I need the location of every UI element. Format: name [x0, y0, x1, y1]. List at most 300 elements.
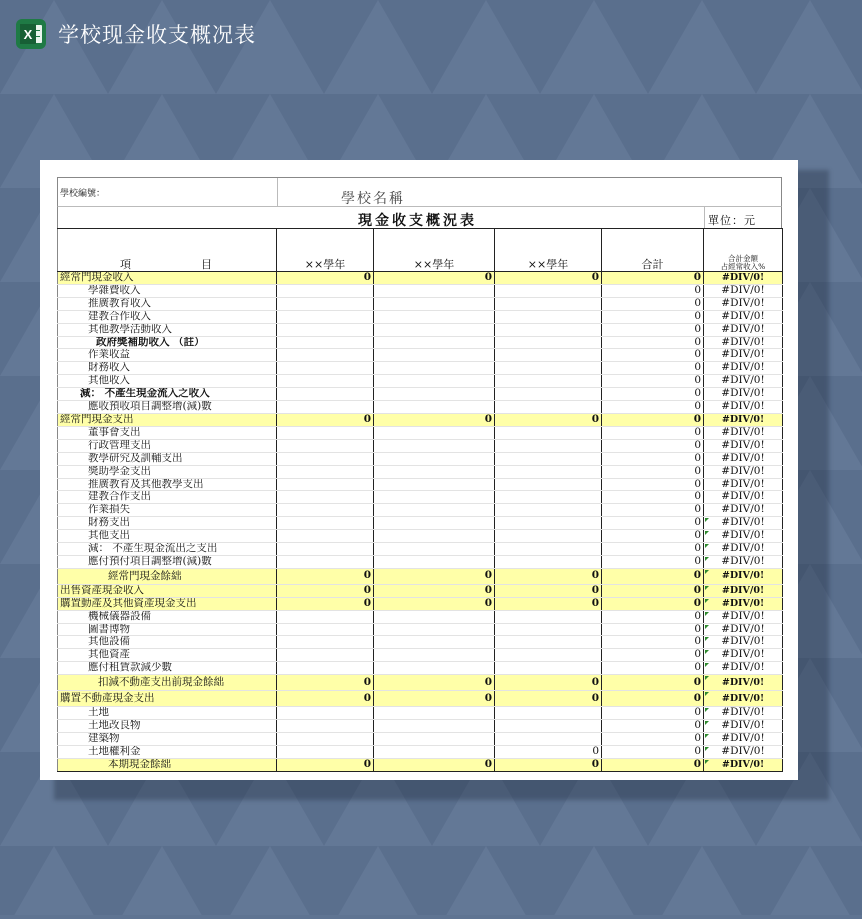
- cell-v1[interactable]: [277, 662, 374, 675]
- col-header-year3: ××學年: [495, 229, 602, 272]
- row-label[interactable]: 其他支出: [58, 530, 277, 543]
- row-label[interactable]: 其他教學活動收入: [58, 323, 277, 336]
- cell-total[interactable]: 0: [602, 568, 704, 584]
- cell-v3[interactable]: [495, 349, 602, 362]
- cell-v2[interactable]: [374, 555, 495, 568]
- row-label[interactable]: 經常門現金餘絀: [58, 568, 277, 584]
- cell-total[interactable]: 0: [602, 543, 704, 556]
- cell-ratio[interactable]: [704, 426, 783, 439]
- row-label[interactable]: 財務支出: [58, 517, 277, 530]
- row-label[interactable]: 出售資產現金收入: [58, 584, 277, 597]
- cell-v3[interactable]: [495, 439, 602, 452]
- row-label[interactable]: 作業收益: [58, 349, 277, 362]
- row-label[interactable]: 其他設備: [58, 636, 277, 649]
- cell-v1[interactable]: 0: [277, 568, 374, 584]
- cell-v1[interactable]: [277, 504, 374, 517]
- cell-ratio[interactable]: [704, 284, 783, 297]
- cell-v3[interactable]: 0: [495, 413, 602, 426]
- spreadsheet-preview: [40, 160, 798, 780]
- cell-v1[interactable]: [277, 733, 374, 746]
- cell-v3[interactable]: [495, 720, 602, 733]
- table-row: [58, 745, 783, 758]
- cell-ratio[interactable]: [704, 636, 783, 649]
- cell-v3[interactable]: 0: [495, 758, 602, 771]
- cell-v2[interactable]: 0: [374, 584, 495, 597]
- cell-total[interactable]: 0: [602, 584, 704, 597]
- cell-v2[interactable]: [374, 478, 495, 491]
- cell-v1[interactable]: [277, 478, 374, 491]
- cell-v2[interactable]: [374, 623, 495, 636]
- ratio-value: #DIV/0!: [721, 490, 765, 503]
- cell-v1[interactable]: [277, 491, 374, 504]
- cell-total[interactable]: 0: [602, 517, 704, 530]
- cell-v1[interactable]: [277, 297, 374, 310]
- ratio-value: #DIV/0!: [721, 439, 765, 451]
- cell-ratio[interactable]: [704, 401, 783, 414]
- cell-v1[interactable]: [277, 284, 374, 297]
- row-label[interactable]: 經常門現金支出: [58, 413, 277, 426]
- cell-total[interactable]: 0: [602, 555, 704, 568]
- cell-v1[interactable]: 0: [277, 758, 374, 771]
- ratio-value: #DIV/0!: [721, 529, 765, 542]
- cell-v1[interactable]: [277, 388, 374, 401]
- cell-total[interactable]: 0: [602, 530, 704, 543]
- table-row: [58, 272, 783, 285]
- page-title: 学校现金收支概况表: [58, 23, 256, 47]
- table-row: [58, 452, 783, 465]
- cell-v2[interactable]: 0: [374, 758, 495, 771]
- cell-v2[interactable]: [374, 707, 495, 720]
- error-indicator-icon: [705, 760, 709, 764]
- cell-v1[interactable]: [277, 649, 374, 662]
- table-row: [58, 413, 783, 426]
- cell-total[interactable]: 0: [602, 504, 704, 517]
- row-label[interactable]: 土地改良物: [58, 720, 277, 733]
- cell-v3[interactable]: [495, 336, 602, 349]
- cell-v3[interactable]: [495, 517, 602, 530]
- ratio-value: #DIV/0!: [721, 374, 765, 387]
- cell-ratio[interactable]: [704, 720, 783, 733]
- cell-v3[interactable]: [495, 388, 602, 401]
- cell-v1[interactable]: [277, 452, 374, 465]
- cell-ratio[interactable]: [704, 375, 783, 388]
- cell-v3[interactable]: [495, 478, 602, 491]
- ratio-value: #DIV/0!: [721, 361, 765, 374]
- cell-v3[interactable]: [495, 555, 602, 568]
- cell-v3[interactable]: 0: [495, 272, 602, 285]
- row-label[interactable]: 機械儀器設備: [58, 610, 277, 623]
- cell-v2[interactable]: [374, 745, 495, 758]
- cell-ratio[interactable]: [704, 707, 783, 720]
- cell-v1[interactable]: [277, 636, 374, 649]
- ratio-value: #DIV/0!: [721, 661, 765, 674]
- ratio-value: #DIV/0!: [721, 732, 765, 744]
- ratio-value: #DIV/0!: [721, 478, 765, 490]
- table-row: [58, 465, 783, 478]
- row-label[interactable]: 土地權利金: [58, 745, 277, 758]
- cell-total[interactable]: 0: [602, 707, 704, 720]
- cell-v3[interactable]: [495, 323, 602, 336]
- cell-v2[interactable]: 0: [374, 691, 495, 707]
- excel-icon: X: [16, 19, 46, 49]
- cell-ratio[interactable]: [704, 662, 783, 675]
- error-indicator-icon: [705, 721, 709, 725]
- table-row: [58, 707, 783, 720]
- cell-v3[interactable]: 0: [495, 597, 602, 610]
- cell-v3[interactable]: [495, 284, 602, 297]
- cell-total[interactable]: 0: [602, 452, 704, 465]
- cell-total[interactable]: 0: [602, 675, 704, 691]
- row-label[interactable]: 圖書博物: [58, 623, 277, 636]
- ratio-value: #DIV/0!: [721, 272, 765, 283]
- cell-v1[interactable]: 0: [277, 597, 374, 610]
- row-label[interactable]: 教學研究及訓輔支出: [58, 452, 277, 465]
- cell-v1[interactable]: [277, 465, 374, 478]
- row-label[interactable]: 建教合作支出: [58, 491, 277, 504]
- cell-v1[interactable]: [277, 426, 374, 439]
- cell-v3[interactable]: 0: [495, 675, 602, 691]
- cell-v1[interactable]: 0: [277, 675, 374, 691]
- cell-v3[interactable]: [495, 610, 602, 623]
- cell-v1[interactable]: [277, 439, 374, 452]
- ratio-value: #DIV/0!: [721, 400, 765, 413]
- school-info-row: [57, 177, 782, 207]
- cell-v3[interactable]: [495, 310, 602, 323]
- row-label[interactable]: 購置不動產現金支出: [58, 691, 277, 707]
- ratio-value: #DIV/0!: [721, 284, 765, 296]
- table-row: [58, 375, 783, 388]
- cell-v3[interactable]: 0: [495, 584, 602, 597]
- cell-total[interactable]: 0: [602, 733, 704, 746]
- row-label[interactable]: 應付預付項目調整增(減)數: [58, 555, 277, 568]
- cell-total[interactable]: 0: [602, 720, 704, 733]
- table-row: [58, 439, 783, 452]
- cell-v2[interactable]: [374, 720, 495, 733]
- cell-ratio[interactable]: [704, 610, 783, 623]
- cell-v2[interactable]: [374, 733, 495, 746]
- cell-v1[interactable]: [277, 401, 374, 414]
- report-title: 現金收支概況表: [358, 213, 477, 229]
- cell-v1[interactable]: [277, 555, 374, 568]
- row-label[interactable]: 行政管理支出: [58, 439, 277, 452]
- cell-v3[interactable]: [495, 733, 602, 746]
- row-label[interactable]: 建築物: [58, 733, 277, 746]
- table-row: [58, 662, 783, 675]
- cell-v2[interactable]: [374, 362, 495, 375]
- cell-total[interactable]: 0: [602, 310, 704, 323]
- cell-total[interactable]: 0: [602, 745, 704, 758]
- cell-v2[interactable]: [374, 452, 495, 465]
- cell-ratio[interactable]: [704, 362, 783, 375]
- cell-ratio[interactable]: [704, 691, 783, 707]
- cell-ratio[interactable]: [704, 733, 783, 746]
- ratio-value: #DIV/0!: [721, 584, 765, 596]
- ratio-value: #DIV/0!: [721, 635, 765, 648]
- ratio-value: #DIV/0!: [721, 706, 765, 719]
- cell-total[interactable]: 0: [602, 636, 704, 649]
- cell-v1[interactable]: [277, 530, 374, 543]
- cell-v2[interactable]: [374, 323, 495, 336]
- ratio-value: #DIV/0!: [721, 758, 765, 770]
- cell-v1[interactable]: [277, 375, 374, 388]
- cell-total[interactable]: 0: [602, 465, 704, 478]
- table-row: [58, 733, 783, 746]
- cell-ratio[interactable]: [704, 504, 783, 517]
- cell-v3[interactable]: [495, 401, 602, 414]
- col-header-item: 項 目: [58, 229, 277, 272]
- cell-v2[interactable]: [374, 517, 495, 530]
- cell-v1[interactable]: [277, 349, 374, 362]
- cell-ratio[interactable]: [704, 568, 783, 584]
- table-row: [58, 297, 783, 310]
- cell-v2[interactable]: 0: [374, 597, 495, 610]
- cell-total[interactable]: 0: [602, 349, 704, 362]
- cell-v1[interactable]: [277, 517, 374, 530]
- cell-ratio[interactable]: [704, 310, 783, 323]
- cell-total[interactable]: 0: [602, 426, 704, 439]
- cell-v2[interactable]: [374, 649, 495, 662]
- cell-total[interactable]: 0: [602, 284, 704, 297]
- col-header-ratio: 合計金額 占經常收入%: [704, 229, 783, 272]
- cell-v3[interactable]: [495, 297, 602, 310]
- cell-v1[interactable]: 0: [277, 691, 374, 707]
- cell-total[interactable]: 0: [602, 375, 704, 388]
- ratio-value: #DIV/0!: [721, 676, 765, 688]
- row-label[interactable]: 其他資產: [58, 649, 277, 662]
- cell-ratio[interactable]: [704, 388, 783, 401]
- row-label[interactable]: 減： 不產生現金流入之收入: [58, 388, 277, 401]
- row-label[interactable]: 減： 不產生現金流出之支出: [58, 543, 277, 556]
- row-label[interactable]: 土地: [58, 707, 277, 720]
- cell-ratio[interactable]: [704, 323, 783, 336]
- cell-v2[interactable]: [374, 426, 495, 439]
- table-row: [58, 543, 783, 556]
- table-row: [58, 623, 783, 636]
- cell-total[interactable]: 0: [602, 623, 704, 636]
- table-row: [58, 401, 783, 414]
- cell-v3[interactable]: [495, 426, 602, 439]
- error-indicator-icon: [705, 518, 709, 522]
- table-row: [58, 675, 783, 691]
- cell-v2[interactable]: [374, 543, 495, 556]
- row-label[interactable]: 建教合作收入: [58, 310, 277, 323]
- cell-total[interactable]: 0: [602, 323, 704, 336]
- cell-v3[interactable]: [495, 623, 602, 636]
- row-label[interactable]: 應付租賃款減少數: [58, 662, 277, 675]
- cell-v3[interactable]: [495, 452, 602, 465]
- cell-v3[interactable]: [495, 375, 602, 388]
- cell-total[interactable]: 0: [602, 662, 704, 675]
- row-label[interactable]: 經常門現金收入: [58, 272, 277, 285]
- cell-v1[interactable]: [277, 362, 374, 375]
- cell-total[interactable]: 0: [602, 649, 704, 662]
- error-indicator-icon: [705, 692, 709, 696]
- cell-ratio[interactable]: [704, 413, 783, 426]
- table-row: [58, 426, 783, 439]
- cell-v2[interactable]: [374, 491, 495, 504]
- cell-total[interactable]: 0: [602, 491, 704, 504]
- cell-v1[interactable]: 0: [277, 584, 374, 597]
- error-indicator-icon: [705, 625, 709, 629]
- cell-ratio[interactable]: [704, 272, 783, 285]
- cell-v1[interactable]: [277, 323, 374, 336]
- cell-total[interactable]: 0: [602, 336, 704, 349]
- row-label[interactable]: 作業損失: [58, 504, 277, 517]
- cell-v2[interactable]: [374, 662, 495, 675]
- cell-ratio[interactable]: [704, 584, 783, 597]
- cell-v3[interactable]: [495, 491, 602, 504]
- cell-v3[interactable]: 0: [495, 568, 602, 584]
- cell-v3[interactable]: 0: [495, 691, 602, 707]
- cell-v1[interactable]: [277, 720, 374, 733]
- error-indicator-icon: [705, 570, 709, 574]
- cell-total[interactable]: 0: [602, 758, 704, 771]
- cell-ratio[interactable]: [704, 555, 783, 568]
- cell-v3[interactable]: [495, 707, 602, 720]
- error-indicator-icon: [705, 734, 709, 738]
- cell-v1[interactable]: [277, 310, 374, 323]
- cell-v3[interactable]: [495, 504, 602, 517]
- cell-ratio[interactable]: [704, 349, 783, 362]
- cell-v3[interactable]: [495, 543, 602, 556]
- ratio-value: #DIV/0!: [721, 692, 765, 704]
- cell-v1[interactable]: 0: [277, 272, 374, 285]
- row-label[interactable]: 財務收入: [58, 362, 277, 375]
- table-row: [58, 491, 783, 504]
- table-row: [58, 478, 783, 491]
- row-label[interactable]: 本期現金餘絀: [58, 758, 277, 771]
- cell-ratio[interactable]: [704, 623, 783, 636]
- cell-v2[interactable]: [374, 439, 495, 452]
- row-label[interactable]: 董事會支出: [58, 426, 277, 439]
- cell-ratio[interactable]: [704, 758, 783, 771]
- cell-v2[interactable]: 0: [374, 568, 495, 584]
- cell-ratio[interactable]: [704, 297, 783, 310]
- cell-v2[interactable]: [374, 610, 495, 623]
- cell-total[interactable]: 0: [602, 597, 704, 610]
- cell-v1[interactable]: [277, 543, 374, 556]
- cell-ratio[interactable]: [704, 597, 783, 610]
- cell-total[interactable]: 0: [602, 439, 704, 452]
- error-indicator-icon: [705, 676, 709, 680]
- app-header: [16, 14, 256, 54]
- cell-v3[interactable]: [495, 530, 602, 543]
- cell-v2[interactable]: 0: [374, 272, 495, 285]
- cell-total[interactable]: 0: [602, 691, 704, 707]
- cell-v1[interactable]: [277, 745, 374, 758]
- row-label[interactable]: 應收預收項目調整增(減)數: [58, 401, 277, 414]
- table-row: [58, 284, 783, 297]
- cell-v2[interactable]: [374, 310, 495, 323]
- cell-v3[interactable]: [495, 636, 602, 649]
- cell-total[interactable]: 0: [602, 297, 704, 310]
- unit-label: 單位：元: [708, 214, 756, 227]
- cell-v3[interactable]: [495, 465, 602, 478]
- cell-v2[interactable]: [374, 284, 495, 297]
- cell-total[interactable]: 0: [602, 478, 704, 491]
- table-row: [58, 568, 783, 584]
- cell-v2[interactable]: [374, 636, 495, 649]
- cell-ratio[interactable]: [704, 745, 783, 758]
- cell-total[interactable]: 0: [602, 610, 704, 623]
- error-indicator-icon: [705, 557, 709, 561]
- cell-v2[interactable]: [374, 504, 495, 517]
- ratio-value: #DIV/0!: [721, 387, 765, 400]
- cell-total[interactable]: 0: [602, 401, 704, 414]
- col-header-total: 合計: [602, 229, 704, 272]
- error-indicator-icon: [705, 544, 709, 548]
- cell-v1[interactable]: [277, 610, 374, 623]
- cell-ratio[interactable]: [704, 491, 783, 504]
- cell-total[interactable]: 0: [602, 362, 704, 375]
- cell-v1[interactable]: 0: [277, 413, 374, 426]
- cell-v2[interactable]: [374, 336, 495, 349]
- row-label[interactable]: 獎助學金支出: [58, 465, 277, 478]
- cell-v1[interactable]: [277, 623, 374, 636]
- cell-v3[interactable]: 0: [495, 745, 602, 758]
- cell-v3[interactable]: [495, 362, 602, 375]
- cell-ratio[interactable]: [704, 649, 783, 662]
- error-indicator-icon: [705, 599, 709, 603]
- cell-v3[interactable]: [495, 649, 602, 662]
- cell-v2[interactable]: [374, 375, 495, 388]
- cell-v2[interactable]: [374, 349, 495, 362]
- cell-ratio[interactable]: [704, 439, 783, 452]
- ratio-value: #DIV/0!: [721, 503, 765, 516]
- ratio-value: #DIV/0!: [721, 516, 765, 529]
- cell-ratio[interactable]: [704, 478, 783, 491]
- table-row: [58, 504, 783, 517]
- cell-total[interactable]: 0: [602, 388, 704, 401]
- cell-ratio[interactable]: [704, 517, 783, 530]
- cell-ratio[interactable]: [704, 543, 783, 556]
- sheet-area: [57, 177, 782, 772]
- cell-v2[interactable]: 0: [374, 413, 495, 426]
- row-label[interactable]: 扣減不動產支出前現金餘絀: [58, 675, 277, 691]
- ratio-value: #DIV/0!: [721, 297, 765, 309]
- cell-ratio[interactable]: [704, 336, 783, 349]
- cell-v2[interactable]: [374, 297, 495, 310]
- cell-v3[interactable]: [495, 662, 602, 675]
- cell-v2[interactable]: [374, 465, 495, 478]
- ratio-value: #DIV/0!: [721, 610, 765, 622]
- cell-v2[interactable]: 0: [374, 675, 495, 691]
- row-label[interactable]: 學雜費收入: [58, 284, 277, 297]
- table-row: [58, 362, 783, 375]
- table-row: [58, 310, 783, 323]
- cell-ratio[interactable]: [704, 465, 783, 478]
- cell-total[interactable]: 0: [602, 413, 704, 426]
- cell-total[interactable]: 0: [602, 272, 704, 285]
- cell-v1[interactable]: [277, 707, 374, 720]
- cell-ratio[interactable]: [704, 675, 783, 691]
- table-row: [58, 349, 783, 362]
- cell-v2[interactable]: [374, 401, 495, 414]
- cell-ratio[interactable]: [704, 530, 783, 543]
- row-label[interactable]: 政府獎補助收入 （註）: [58, 336, 277, 349]
- row-label[interactable]: 購置動產及其他資產現金支出: [58, 597, 277, 610]
- row-label[interactable]: 推廣教育收入: [58, 297, 277, 310]
- row-label[interactable]: 推廣教育及其他教學支出: [58, 478, 277, 491]
- cell-v2[interactable]: [374, 530, 495, 543]
- cell-v1[interactable]: [277, 336, 374, 349]
- ratio-value: #DIV/0!: [721, 348, 765, 361]
- cell-ratio[interactable]: [704, 452, 783, 465]
- table-row: [58, 555, 783, 568]
- cell-v2[interactable]: [374, 388, 495, 401]
- table-row: [58, 691, 783, 707]
- row-label[interactable]: 其他收入: [58, 375, 277, 388]
